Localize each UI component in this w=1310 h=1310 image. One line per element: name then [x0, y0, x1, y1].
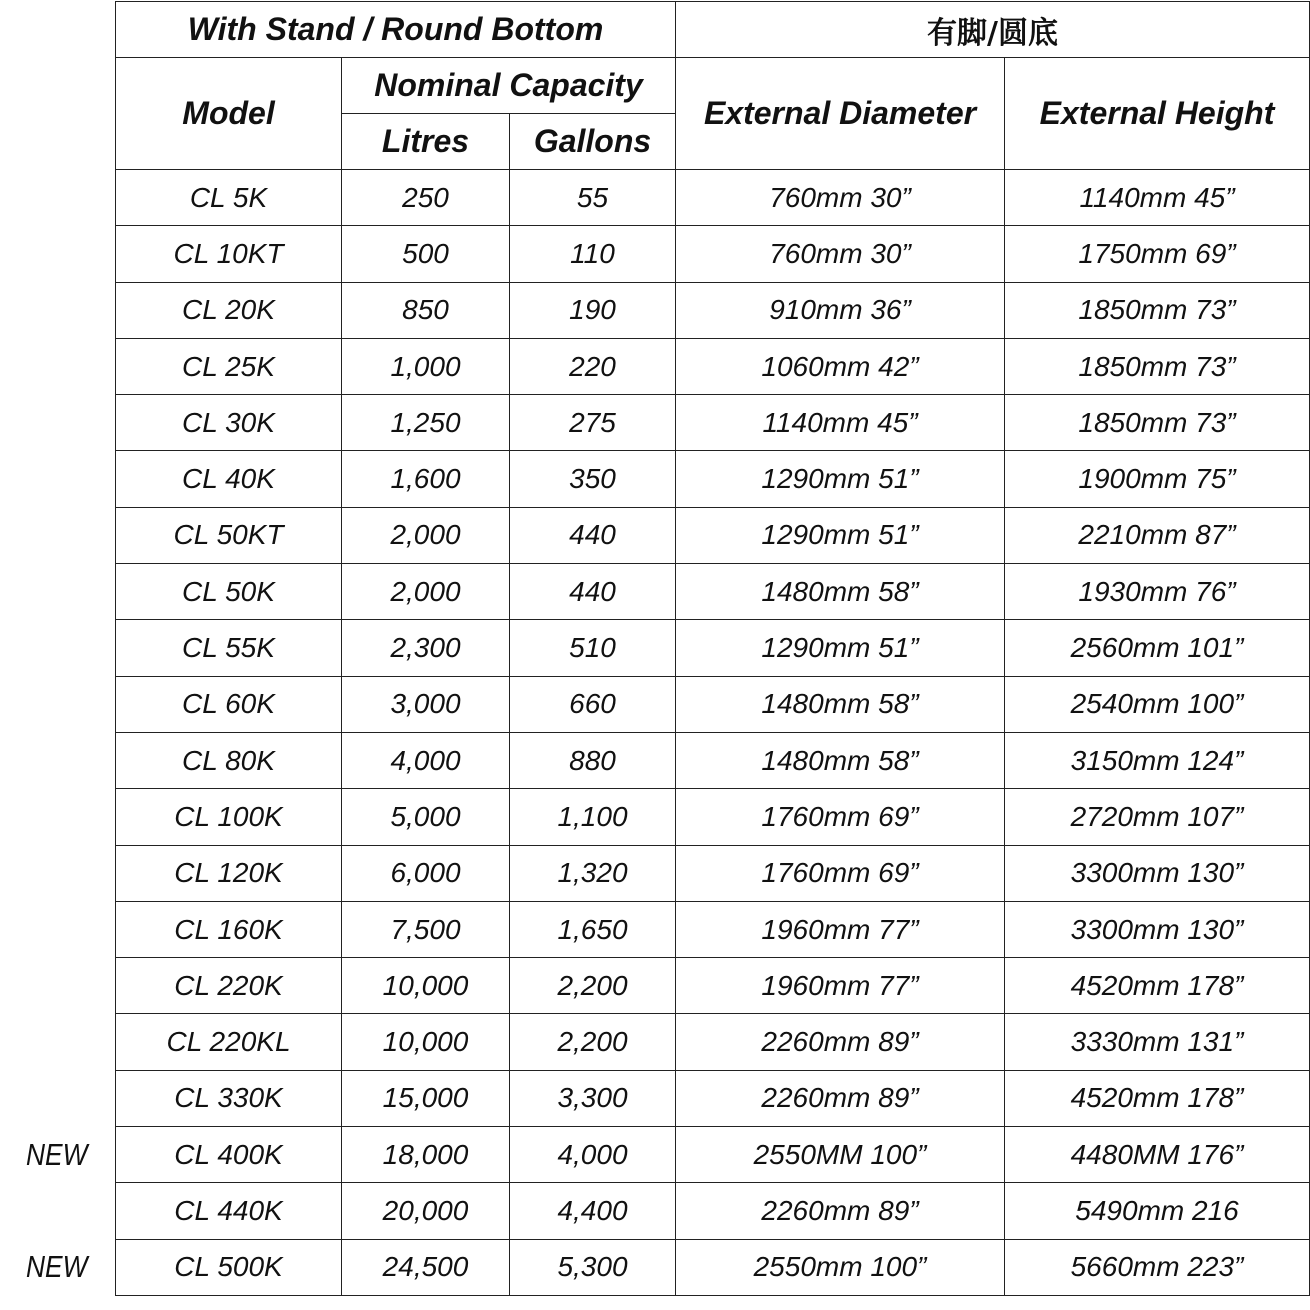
gallons-cell: 4,000	[510, 1127, 676, 1183]
external-diameter-cell: 2550MM 100”	[676, 1127, 1005, 1183]
table-row	[116, 1183, 1310, 1239]
model-cell: CL 80K	[116, 732, 342, 788]
table-row	[116, 226, 1310, 282]
table-row	[116, 1239, 1310, 1295]
litres-cell: 3,000	[342, 676, 510, 732]
gallons-cell: 1,320	[510, 845, 676, 901]
spec-table	[115, 1, 1310, 1296]
litres-cell: 250	[342, 170, 510, 226]
litres-cell: 1,600	[342, 451, 510, 507]
external-height-cell: 1850mm 73”	[1005, 395, 1310, 451]
model-cell: CL 220KL	[116, 1014, 342, 1070]
external-height-cell: 4480MM 176”	[1005, 1127, 1310, 1183]
table-row	[116, 620, 1310, 676]
external-diameter-cell: 2260mm 89”	[676, 1183, 1005, 1239]
gallons-cell: 275	[510, 395, 676, 451]
section-title-en: With Stand / Round Bottom	[116, 2, 676, 58]
external-height-cell: 2720mm 107”	[1005, 789, 1310, 845]
external-diameter-cell: 1960mm 77”	[676, 901, 1005, 957]
external-height-cell: 2210mm 87”	[1005, 507, 1310, 563]
model-cell: CL 440K	[116, 1183, 342, 1239]
external-height-cell: 2560mm 101”	[1005, 620, 1310, 676]
external-diameter-cell: 760mm 30”	[676, 226, 1005, 282]
external-diameter-cell: 1480mm 58”	[676, 564, 1005, 620]
table-row	[116, 676, 1310, 732]
external-height-cell: 3330mm 131”	[1005, 1014, 1310, 1070]
table-row	[116, 732, 1310, 788]
external-diameter-cell: 2550mm 100”	[676, 1239, 1005, 1295]
litres-cell: 2,000	[342, 564, 510, 620]
model-cell: CL 50K	[116, 564, 342, 620]
external-diameter-cell: 1290mm 51”	[676, 620, 1005, 676]
external-height-cell: 1850mm 73”	[1005, 282, 1310, 338]
litres-cell: 4,000	[342, 732, 510, 788]
model-cell: CL 25K	[116, 338, 342, 394]
external-height-cell: 5490mm 216	[1005, 1183, 1310, 1239]
table-row	[116, 901, 1310, 957]
external-diameter-cell: 1290mm 51”	[676, 507, 1005, 563]
table-row	[116, 507, 1310, 563]
model-cell: CL 30K	[116, 395, 342, 451]
model-cell: CL 40K	[116, 451, 342, 507]
model-cell: CL 400K	[116, 1127, 342, 1183]
external-diameter-cell: 1760mm 69”	[676, 845, 1005, 901]
external-diameter-cell: 1140mm 45”	[676, 395, 1005, 451]
model-cell: CL 10KT	[116, 226, 342, 282]
gallons-cell: 5,300	[510, 1239, 676, 1295]
model-column-header: Model	[116, 58, 342, 170]
model-cell: CL 120K	[116, 845, 342, 901]
gallons-cell: 880	[510, 732, 676, 788]
litres-cell: 1,000	[342, 338, 510, 394]
litres-cell: 18,000	[342, 1127, 510, 1183]
gallons-cell: 660	[510, 676, 676, 732]
model-cell: CL 20K	[116, 282, 342, 338]
model-cell: CL 330K	[116, 1070, 342, 1126]
litres-cell: 2,300	[342, 620, 510, 676]
table-row	[116, 170, 1310, 226]
model-cell: CL 50KT	[116, 507, 342, 563]
litres-cell: 10,000	[342, 1014, 510, 1070]
external-height-cell: 1140mm 45”	[1005, 170, 1310, 226]
table-row	[116, 395, 1310, 451]
litres-cell: 10,000	[342, 958, 510, 1014]
table-row	[116, 1070, 1310, 1126]
model-cell: CL 220K	[116, 958, 342, 1014]
litres-cell: 7,500	[342, 901, 510, 957]
model-cell: CL 100K	[116, 789, 342, 845]
gallons-cell: 2,200	[510, 958, 676, 1014]
external-height-cell: 1850mm 73”	[1005, 338, 1310, 394]
external-height-cell: 1750mm 69”	[1005, 226, 1310, 282]
model-cell: CL 60K	[116, 676, 342, 732]
gallons-cell: 440	[510, 564, 676, 620]
gallons-cell: 510	[510, 620, 676, 676]
external-diameter-cell: 2260mm 89”	[676, 1070, 1005, 1126]
external-height-cell: 2540mm 100”	[1005, 676, 1310, 732]
litres-cell: 24,500	[342, 1239, 510, 1295]
litres-cell: 6,000	[342, 845, 510, 901]
external-height-header: External Height	[1005, 58, 1310, 170]
litres-cell: 1,250	[342, 395, 510, 451]
new-badge: NEW	[26, 1136, 88, 1172]
external-height-cell: 3300mm 130”	[1005, 901, 1310, 957]
external-diameter-cell: 1760mm 69”	[676, 789, 1005, 845]
litres-cell: 5,000	[342, 789, 510, 845]
model-cell: CL 55K	[116, 620, 342, 676]
external-diameter-cell: 1290mm 51”	[676, 451, 1005, 507]
gallons-cell: 2,200	[510, 1014, 676, 1070]
litres-cell: 850	[342, 282, 510, 338]
gallons-cell: 110	[510, 226, 676, 282]
external-diameter-cell: 1480mm 58”	[676, 732, 1005, 788]
table-row	[116, 1127, 1310, 1183]
external-diameter-cell: 1060mm 42”	[676, 338, 1005, 394]
model-cell: CL 5K	[116, 170, 342, 226]
table-row	[116, 451, 1310, 507]
new-badge: NEW	[26, 1249, 88, 1285]
gallons-cell: 1,650	[510, 901, 676, 957]
external-height-cell: 4520mm 178”	[1005, 1070, 1310, 1126]
gallons-cell: 3,300	[510, 1070, 676, 1126]
external-height-cell: 4520mm 178”	[1005, 958, 1310, 1014]
section-title-cn: 有脚/圆底	[676, 2, 1310, 58]
external-diameter-cell: 1960mm 77”	[676, 958, 1005, 1014]
model-cell: CL 160K	[116, 901, 342, 957]
external-diameter-cell: 1480mm 58”	[676, 676, 1005, 732]
external-height-cell: 5660mm 223”	[1005, 1239, 1310, 1295]
table-row	[116, 958, 1310, 1014]
external-diameter-cell: 910mm 36”	[676, 282, 1005, 338]
litres-cell: 20,000	[342, 1183, 510, 1239]
external-height-cell: 3150mm 124”	[1005, 732, 1310, 788]
gallons-cell: 1,100	[510, 789, 676, 845]
external-diameter-cell: 2260mm 89”	[676, 1014, 1005, 1070]
gallons-cell: 55	[510, 170, 676, 226]
table-row	[116, 789, 1310, 845]
gallons-cell: 190	[510, 282, 676, 338]
table-row	[116, 1014, 1310, 1070]
external-height-cell: 1900mm 75”	[1005, 451, 1310, 507]
external-diameter-cell: 760mm 30”	[676, 170, 1005, 226]
gallons-cell: 440	[510, 507, 676, 563]
external-diameter-header: External Diameter	[676, 58, 1005, 170]
gallons-cell: 350	[510, 451, 676, 507]
table-row	[116, 564, 1310, 620]
nominal-capacity-header: Nominal Capacity	[342, 58, 676, 114]
table-row	[116, 282, 1310, 338]
external-height-cell: 1930mm 76”	[1005, 564, 1310, 620]
external-height-cell: 3300mm 130”	[1005, 845, 1310, 901]
table-row	[116, 338, 1310, 394]
gallons-column-header: Gallons	[510, 114, 676, 170]
litres-cell: 2,000	[342, 507, 510, 563]
gallons-cell: 4,400	[510, 1183, 676, 1239]
litres-cell: 500	[342, 226, 510, 282]
litres-column-header: Litres	[342, 114, 510, 170]
table-row	[116, 845, 1310, 901]
model-cell: CL 500K	[116, 1239, 342, 1295]
gallons-cell: 220	[510, 338, 676, 394]
litres-cell: 15,000	[342, 1070, 510, 1126]
